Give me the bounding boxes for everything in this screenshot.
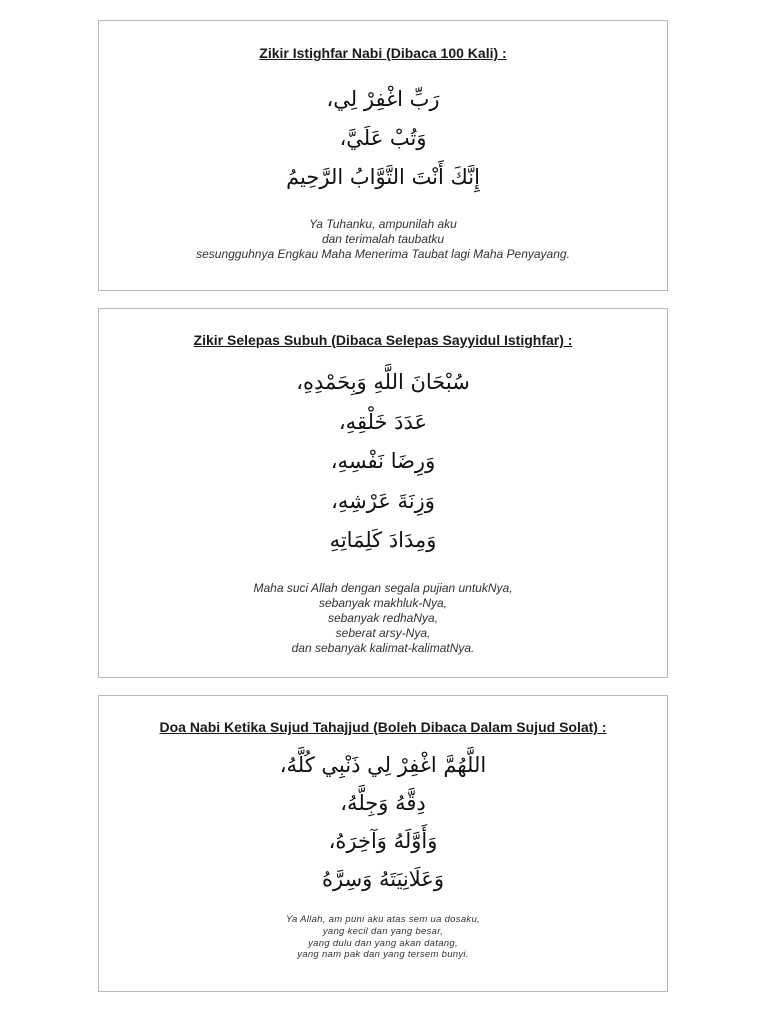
- arabic-line: رَبِّ اغْفِرْ لِي،: [326, 87, 440, 111]
- translation-line: yang dulu dan yang akan datang,: [308, 937, 458, 949]
- arabic-line: دِقَّهُ وَجِلَّهُ،: [340, 791, 426, 815]
- translation-text: [99, 217, 667, 262]
- translation-line: dan sebanyak kalimat-kalimatNya.: [291, 640, 475, 655]
- section-title: Zikir Istighfar Nabi (Dibaca 100 Kali) :: [259, 45, 507, 61]
- arabic-line: وَزِنَةَ عَرْشِهِ،: [331, 488, 435, 513]
- translation-line: Ya Tuhanku, ampunilah aku: [309, 217, 457, 231]
- section-title: Doa Nabi Ketika Sujud Tahajjud (Boleh Dibaca Dalam Sujud Solat) :: [159, 719, 607, 735]
- section-title: Zikir Selepas Subuh (Dibaca Selepas Sayyidul Istighfar) :: [193, 332, 573, 348]
- translation-line: Ya Allah, am puni aku atas sem ua dosaku,: [286, 914, 480, 925]
- arabic-line: وَتُبْ عَلَيَّ،: [339, 126, 427, 150]
- arabic-text: [99, 80, 667, 197]
- arabic-line: وَمِدَادَ كَلِمَاتِهِ: [329, 528, 437, 552]
- arabic-line: اللَّهُمَّ اغْفِرْ لِي ذَنْبِي كُلَّهُ،: [279, 753, 487, 777]
- translation-line: sesungguhnya Engkau Maha Menerima Taubat lagi Maha Penyayang.: [196, 247, 570, 261]
- arabic-line: وَعَلَانِيَتَهُ وَسِرَّهُ: [322, 867, 444, 891]
- translation-line: sebanyak makhluk-Nya,: [318, 595, 448, 610]
- arabic-text: [99, 363, 667, 561]
- translation-line: seberat arsy-Nya,: [335, 625, 431, 640]
- arabic-line: إِنَّكَ أَنْتَ التَّوَّابُ الرَّحِيمُ: [286, 165, 480, 189]
- translation-line: yang kecil dan yang besar,: [322, 925, 444, 937]
- section-card-istighfar: [98, 20, 668, 291]
- section-card-subuh: [98, 308, 668, 678]
- arabic-line: سُبْحَانَ اللَّهِ وَبِحَمْدِهِ،: [296, 370, 470, 394]
- arabic-line: عَدَدَ خَلْقِهِ،: [338, 409, 428, 434]
- section-card-sujud-tahajjud: [98, 695, 668, 992]
- translation-text: [99, 581, 667, 656]
- translation-line: Maha suci Allah dengan segala pujian untukNya,: [253, 580, 513, 595]
- translation-line: sebanyak redhaNya,: [327, 610, 439, 625]
- arabic-line: وَأَوَّلَهُ وَآخِرَهُ،: [328, 829, 438, 853]
- translation-text: [99, 914, 667, 961]
- arabic-line: وَرِضَا نَفْسِهِ،: [330, 449, 436, 473]
- translation-line: dan terimalah taubatku: [321, 232, 445, 246]
- arabic-text: [99, 746, 667, 898]
- translation-line: yang nam pak dan yang tersem bunyi.: [297, 949, 469, 961]
